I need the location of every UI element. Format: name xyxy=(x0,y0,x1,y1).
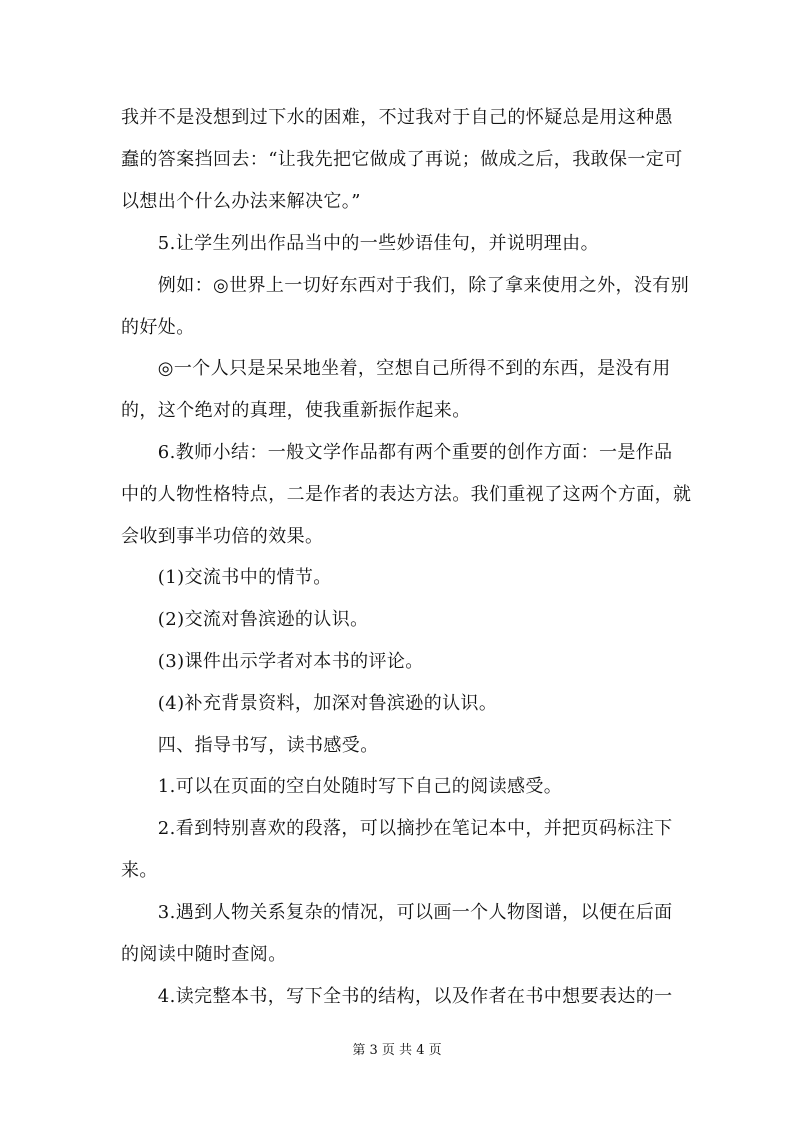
text-line: 的，这个绝对的真理，使我重新振作起来。 xyxy=(121,400,471,421)
text-line: 6.教师小结：一般文学作品都有两个重要的创作方面：一是作品 xyxy=(121,442,673,463)
text-line: 例如：◎世界上一切好东西对于我们，除了拿来使用之外，没有别 xyxy=(121,275,690,296)
text-line: 以想出个什么办法来解决它。” xyxy=(121,191,361,212)
text-line: (4)补充背景资料，加深对鲁滨逊的认识。 xyxy=(121,693,498,714)
text-line: 4.读完整本书，写下全书的结构，以及作者在书中想要表达的一 xyxy=(121,986,673,1007)
text-line: 2.看到特别喜欢的段落，可以摘抄在笔记本中，并把页码标注下 xyxy=(121,818,673,839)
text-line: 中的人物性格特点，二是作者的表达方法。我们重视了这两个方面，就 xyxy=(121,484,692,505)
text-line: 的好处。 xyxy=(121,317,195,338)
text-line: (3)课件出示学者对本书的评论。 xyxy=(121,651,424,672)
text-line: ◎一个人只是呆呆地坐着，空想自己所得不到的东西，是没有用 xyxy=(121,358,671,379)
text-line: 的阅读中随时查阅。 xyxy=(121,944,287,965)
text-line: 3.遇到人物关系复杂的情况，可以画一个人物图谱，以便在后面 xyxy=(121,902,673,923)
page-number-footer: 第 3 页 共 4 页 xyxy=(352,1043,442,1058)
text-line: 5.让学生列出作品当中的一些妙语佳句，并说明理由。 xyxy=(121,233,599,254)
text-line: 来。 xyxy=(121,860,158,881)
text-line: (2)交流对鲁滨逊的认识。 xyxy=(121,609,369,630)
text-line: 蠢的答案挡回去：“让我先把它做成了再说；做成之后，我敢保一定可 xyxy=(121,149,683,170)
text-line: (1)交流书中的情节。 xyxy=(121,567,332,588)
text-line: 会收到事半功倍的效果。 xyxy=(121,526,324,547)
text-line: 1.可以在页面的空白处随时写下自己的阅读感受。 xyxy=(121,776,563,797)
text-line: 我并不是没想到过下水的困难，不过我对于自己的怀疑总是用这种愚 xyxy=(121,107,673,128)
text-line: 四、指导书写，读书感受。 xyxy=(121,735,379,756)
